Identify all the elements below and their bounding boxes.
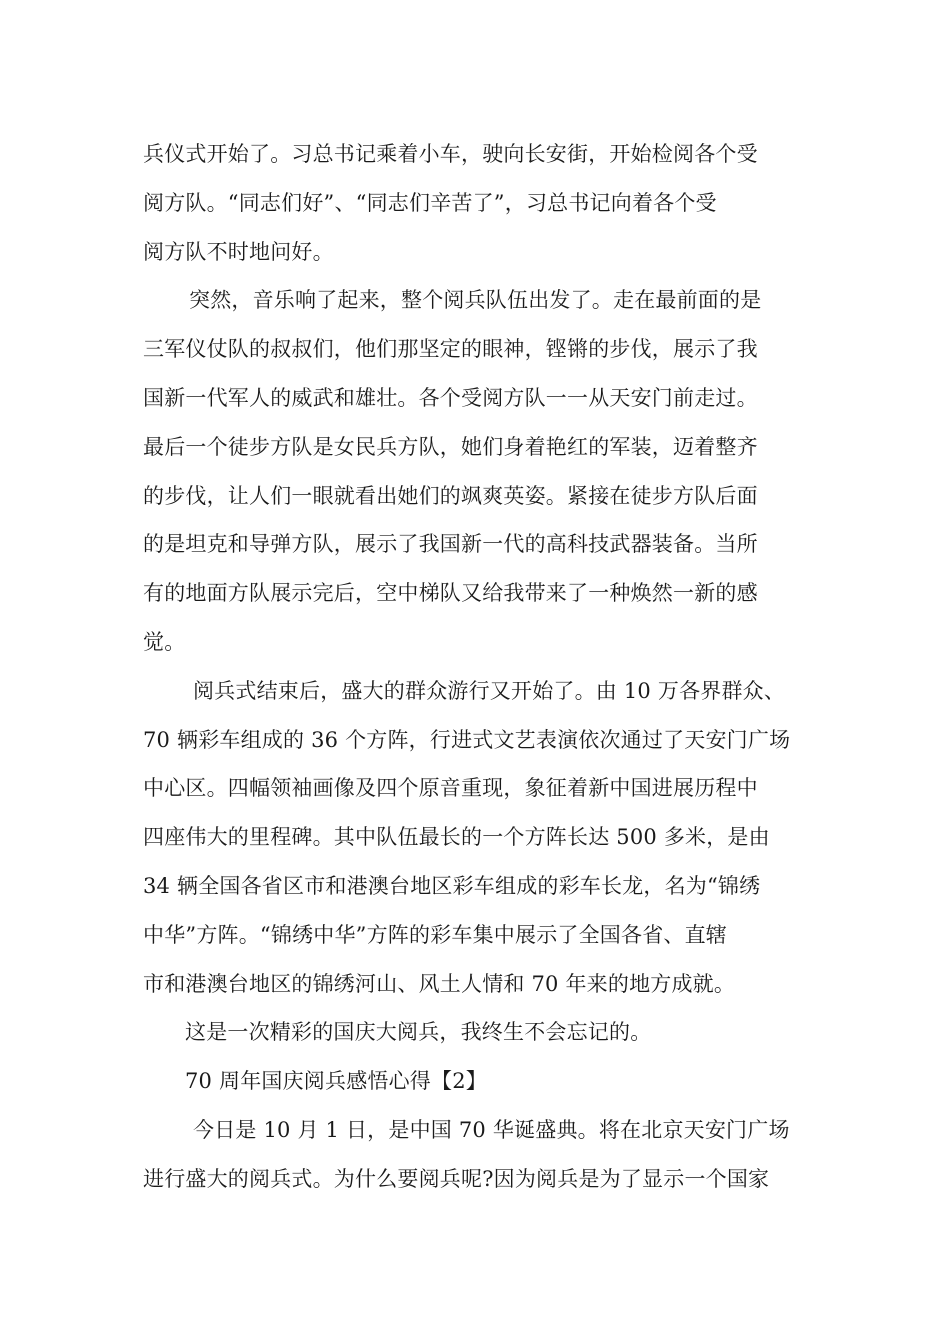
text-line: 34 辆全国各省区市和港澳台地区彩车组成的彩车长龙，名为“锦绣 xyxy=(143,873,761,898)
text-line: 市和港澳台地区的锦绣河山、风土人情和 70 年来的地方成就。 xyxy=(143,971,736,996)
text-line: 四座伟大的里程碑。其中队伍最长的一个方阵长达 500 多米，是由 xyxy=(143,825,770,850)
text-line: 阅方队。“同志们好”、“同志们辛苦了”，习总书记向着各个受 xyxy=(143,190,717,215)
text-line: 国新一代军人的威武和雄壮。各个受阅方队一一从天安门前走过。 xyxy=(143,385,758,410)
text-line: 兵仪式开始了。习总书记乘着小车，驶向长安街，开始检阅各个受 xyxy=(143,142,758,166)
paragraph-start-line: 这是一次精彩的国庆大阅兵，我终生不会忘记的。 xyxy=(185,1020,652,1045)
text-line: 中华”方阵。“锦绣中华”方阵的彩车集中展示了全国各省、直辖 xyxy=(143,922,728,947)
text-line: 的步伐，让人们一眼就看出她们的飒爽英姿。紧接在徒步方队后面 xyxy=(143,483,758,508)
text-line: 三军仪仗队的叔叔们，他们那坚定的眼神，铿锵的步伐，展示了我 xyxy=(143,337,758,362)
paragraph-start-line: 今日是 10 月 1 日，是中国 70 华诞盛典。将在北京天安门广场 xyxy=(193,1117,790,1142)
paragraph-start-line: 突然，音乐响了起来，整个阅兵队伍出发了。走在最前面的是 xyxy=(189,288,762,313)
section-heading: 70 周年国庆阅兵感悟心得【2】 xyxy=(185,1069,487,1094)
paragraph-start-line: 阅兵式结束后，盛大的群众游行又开始了。由 10 万各界群众、 xyxy=(193,678,786,703)
text-line: 中心区。四幅领袖画像及四个原音重现，象征着新中国进展历程中 xyxy=(143,776,758,801)
document-body xyxy=(143,130,823,1204)
text-line: 觉。 xyxy=(143,629,186,654)
text-line: 最后一个徒步方队是女民兵方队，她们身着艳红的军装，迈着整齐 xyxy=(143,434,758,459)
text-line: 有的地面方队展示完后，空中梯队又给我带来了一种焕然一新的感 xyxy=(143,581,758,606)
text-line: 的是坦克和导弹方队，展示了我国新一代的高科技武器装备。当所 xyxy=(143,532,758,557)
text-line: 阅方队不时地问好。 xyxy=(143,239,334,264)
text-line: 进行盛大的阅兵式。为什么要阅兵呢?因为阅兵是为了显示一个国家 xyxy=(143,1166,770,1191)
text-line: 70 辆彩车组成的 36 个方阵，行进式文艺表演依次通过了天安门广场 xyxy=(143,727,791,752)
